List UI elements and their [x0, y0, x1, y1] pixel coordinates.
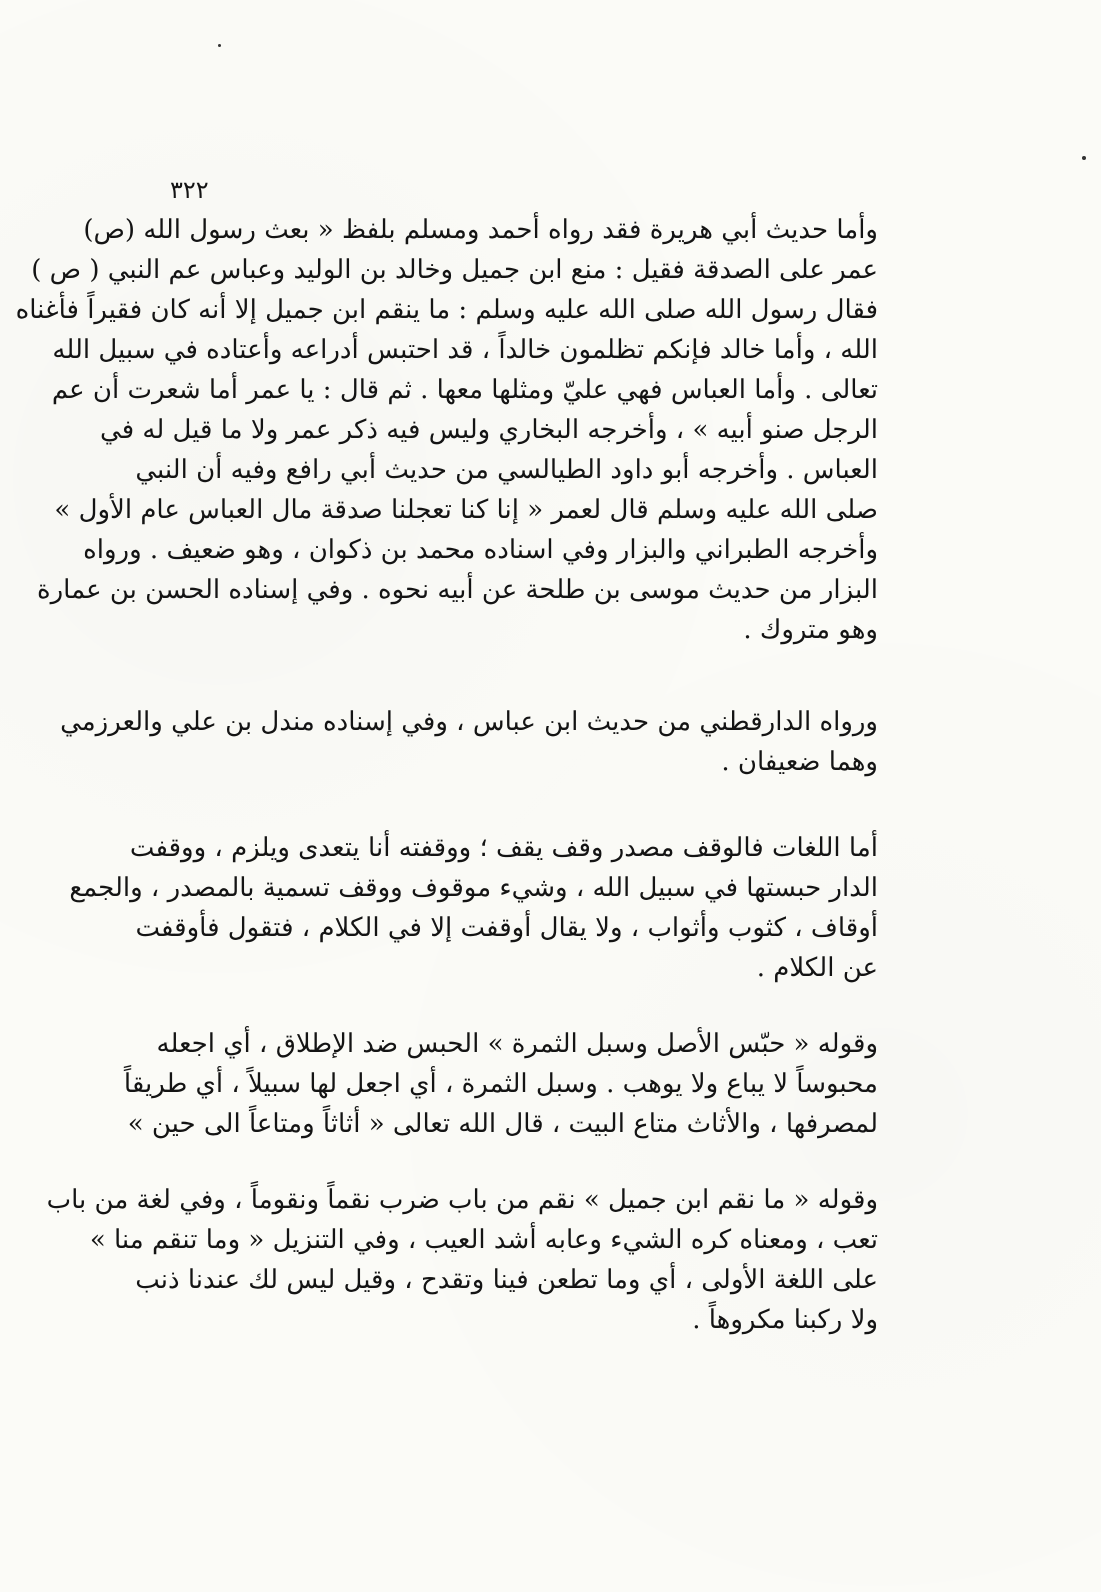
paragraph-naqama-explanation	[46, 1180, 878, 1340]
text-line: البزار من حديث موسى بن طلحة عن أبيه نحوه . وفي إسناده الحسن بن عمارة	[36, 575, 878, 605]
paragraph-daraqutni	[60, 702, 878, 782]
text-line: تعالى . وأما العباس فهي عليّ ومثلها معها . ثم قال : يا عمر أما شعرت أن عم	[51, 375, 878, 405]
text-line: ولا ركبنا مكروهاً .	[692, 1305, 878, 1335]
speck-mark	[218, 44, 221, 47]
page-number: ٣٢٢	[170, 176, 209, 204]
text-line: صلى الله عليه وسلم قال لعمر « إنا كنا تعجلنا صدقة مال العباس عام الأول »	[54, 495, 878, 525]
text-line: تعب ، ومعناه كره الشيء وعابه أشد العيب ، وفي التنزيل « وما تنقم منا »	[89, 1225, 878, 1255]
text-line: الدار حبستها في سبيل الله ، وشيء موقوف ووقف تسمية بالمصدر ، والجمع	[69, 873, 878, 903]
speck-mark	[1082, 156, 1086, 160]
text-line: أما اللغات فالوقف مصدر وقف يقف ؛ ووقفته أنا يتعدى ويلزم ، ووقفت	[129, 833, 878, 863]
text-line: العباس . وأخرجه أبو داود الطيالسي من حديث أبي رافع وفيه أن النبي	[135, 455, 878, 485]
text-line: فقال رسول الله صلى الله عليه وسلم : ما ينقم ابن جميل إلا أنه كان فقيراً فأغناه	[15, 295, 878, 325]
text-line: وهما ضعيفان .	[721, 747, 878, 777]
text-line: وقوله « حبّس الأصل وسبل الثمرة » الحبس ضد الإطلاق ، أي اجعله	[156, 1029, 878, 1059]
text-line: الله ، وأما خالد فإنكم تظلمون خالداً ، قد احتبس أدراعه وأعتاده في سبيل الله	[52, 335, 878, 365]
text-line: الرجل صنو أبيه » ، وأخرجه البخاري وليس فيه ذكر عمر ولا ما قيل له في	[100, 415, 878, 445]
paragraph-habs-explanation	[123, 1024, 878, 1144]
text-line: عمر على الصدقة فقيل : منع ابن جميل وخالد بن الوليد وعباس عم النبي ( ص )	[31, 255, 878, 285]
text-line: وقوله « ما نقم ابن جميل » نقم من باب ضرب نقماً ونقوماً ، وفي لغة من باب	[46, 1185, 878, 1215]
text-line: لمصرفها ، والأثاث متاع البيت ، قال الله تعالى « أثاثاً ومتاعاً الى حين »	[127, 1109, 878, 1139]
paragraph-language-notes	[69, 828, 878, 988]
text-line: محبوساً لا يباع ولا يوهب . وسبل الثمرة ، أي اجعل لها سبيلاً ، أي طريقاً	[123, 1069, 878, 1099]
text-line: ورواه الدارقطني من حديث ابن عباس ، وفي إسناده مندل بن علي والعرزمي	[60, 707, 878, 737]
text-line: وأخرجه الطبراني والبزار وفي اسناده محمد بن ذكوان ، وهو ضعيف . ورواه	[83, 535, 878, 565]
text-line: وهو متروك .	[743, 615, 878, 645]
text-line: أوقاف ، كثوب وأثواب ، ولا يقال أوقفت إلا في الكلام ، فتقول فأوقفت	[135, 913, 878, 943]
text-line: عن الكلام .	[756, 953, 878, 983]
text-line: وأما حديث أبي هريرة فقد رواه أحمد ومسلم بلفظ « بعث رسول الله (ص)	[83, 215, 878, 245]
paragraph-hadith-abu-hurayra	[15, 210, 878, 650]
text-line: على اللغة الأولى ، أي وما تطعن فينا وتقدح ، وقيل ليس لك عندنا ذنب	[135, 1265, 878, 1295]
